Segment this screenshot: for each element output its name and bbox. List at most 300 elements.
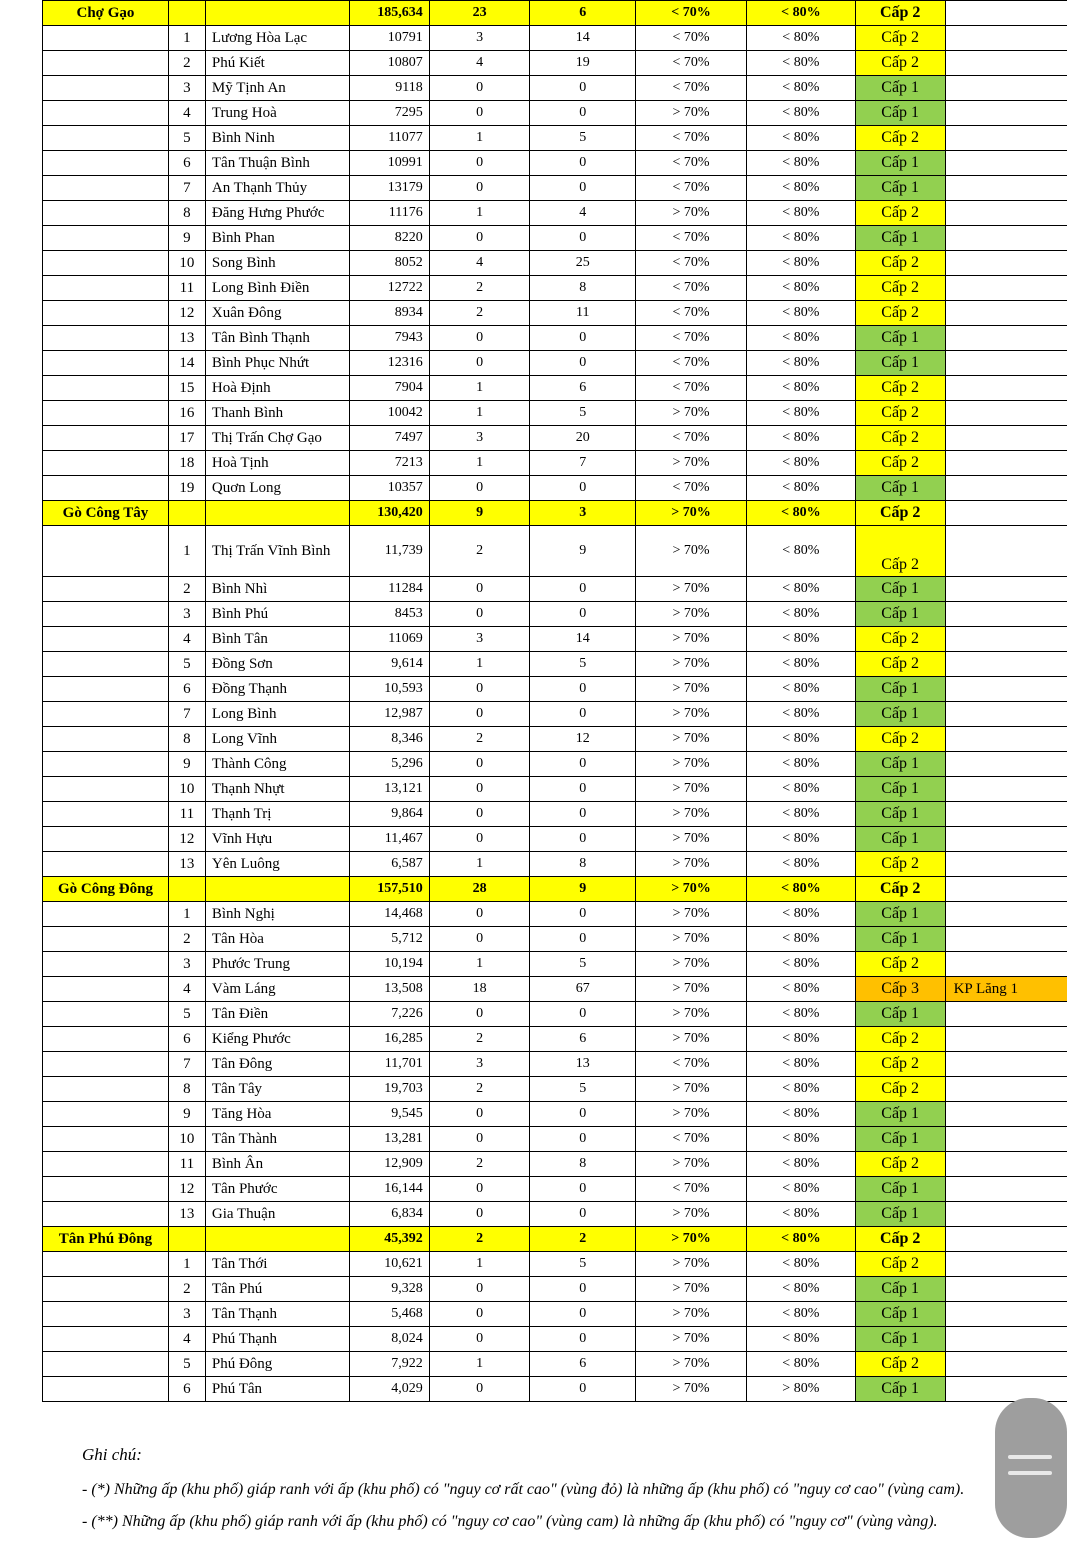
col-d: < 80%: [746, 201, 855, 226]
col-c: < 70%: [636, 1127, 747, 1152]
population: 10357: [349, 476, 429, 501]
empty-cell: [43, 476, 169, 501]
col-a: 0: [429, 176, 530, 201]
col-d: < 80%: [746, 426, 855, 451]
commune-name: Gia Thuận: [205, 1202, 349, 1227]
col-d: < 80%: [746, 602, 855, 627]
col-a: 0: [429, 476, 530, 501]
col-d: < 80%: [746, 1202, 855, 1227]
table-row: [43, 1377, 1067, 1402]
table-row: [43, 1127, 1067, 1152]
commune-name: Long Bình Điền: [205, 276, 349, 301]
empty-cell: [43, 1077, 169, 1102]
col-d: < 80%: [746, 952, 855, 977]
district-population: 185,634: [349, 1, 429, 26]
commune-name: Bình Phan: [205, 226, 349, 251]
population: 11,701: [349, 1052, 429, 1077]
district-level: Cấp 2: [855, 501, 945, 526]
col-d: < 80%: [746, 627, 855, 652]
col-a: 0: [429, 802, 530, 827]
table-row: [43, 1177, 1067, 1202]
empty-cell: [43, 26, 169, 51]
col-d: < 80%: [746, 176, 855, 201]
empty-cell: [43, 602, 169, 627]
population: 9118: [349, 76, 429, 101]
row-index: 14: [168, 351, 205, 376]
population: 5,468: [349, 1302, 429, 1327]
population: 7943: [349, 326, 429, 351]
col-b: 0: [530, 602, 636, 627]
col-c: > 70%: [636, 101, 747, 126]
note-cell: [945, 201, 1067, 226]
col-d: < 80%: [746, 827, 855, 852]
table-row: [43, 1302, 1067, 1327]
note-cell: [945, 226, 1067, 251]
level-badge: Cấp 1: [855, 902, 945, 927]
row-index: 4: [168, 627, 205, 652]
empty-cell: [168, 1, 205, 26]
commune-name: Tăng Hòa: [205, 1102, 349, 1127]
population: 10,593: [349, 677, 429, 702]
row-index: 6: [168, 151, 205, 176]
district-col-d: < 80%: [746, 877, 855, 902]
table-row: [43, 276, 1067, 301]
district-col-b: 6: [530, 1, 636, 26]
commune-name: Vĩnh Hựu: [205, 827, 349, 852]
row-index: 3: [168, 952, 205, 977]
table-row: [43, 51, 1067, 76]
commune-name: Bình Ninh: [205, 126, 349, 151]
col-b: 0: [530, 677, 636, 702]
population: 14,468: [349, 902, 429, 927]
commune-name: Bình Phú: [205, 602, 349, 627]
population: 10807: [349, 51, 429, 76]
note-cell: KP Lăng 1: [945, 977, 1067, 1002]
district-row: [43, 877, 1067, 902]
commune-name: Đồng Sơn: [205, 652, 349, 677]
note-cell: [945, 627, 1067, 652]
population: 11284: [349, 577, 429, 602]
district-row: [43, 1227, 1067, 1252]
note-cell: [945, 1352, 1067, 1377]
row-index: 10: [168, 777, 205, 802]
col-d: < 80%: [746, 852, 855, 877]
note-cell: [945, 1202, 1067, 1227]
row-index: 2: [168, 577, 205, 602]
population: 12722: [349, 276, 429, 301]
note-cell: [945, 577, 1067, 602]
col-a: 0: [429, 752, 530, 777]
row-index: 5: [168, 1002, 205, 1027]
note-cell: [945, 677, 1067, 702]
table-row: [43, 752, 1067, 777]
district-col-a: 28: [429, 877, 530, 902]
col-c: > 70%: [636, 627, 747, 652]
note-cell: [945, 852, 1067, 877]
table-row: [43, 627, 1067, 652]
note-cell: [945, 76, 1067, 101]
note-cell: [945, 1002, 1067, 1027]
note-cell: [945, 451, 1067, 476]
row-index: 4: [168, 977, 205, 1002]
empty-cell: [43, 1127, 169, 1152]
population: 11077: [349, 126, 429, 151]
row-index: 1: [168, 1252, 205, 1277]
notes-title: Ghi chú:: [82, 1445, 142, 1464]
empty-cell: [205, 501, 349, 526]
col-d: < 80%: [746, 526, 855, 577]
col-c: > 70%: [636, 752, 747, 777]
table-row: [43, 151, 1067, 176]
district-row: [43, 1, 1067, 26]
col-c: > 70%: [636, 1202, 747, 1227]
population: 16,144: [349, 1177, 429, 1202]
col-d: < 80%: [746, 1077, 855, 1102]
level-badge: Cấp 1: [855, 1102, 945, 1127]
col-d: < 80%: [746, 276, 855, 301]
col-b: 0: [530, 827, 636, 852]
col-b: 20: [530, 426, 636, 451]
level-badge: Cấp 1: [855, 1277, 945, 1302]
col-a: 1: [429, 376, 530, 401]
col-a: 0: [429, 1277, 530, 1302]
col-a: 1: [429, 952, 530, 977]
level-badge: Cấp 1: [855, 677, 945, 702]
district-col-c: > 70%: [636, 877, 747, 902]
col-c: < 70%: [636, 126, 747, 151]
col-c: > 70%: [636, 1252, 747, 1277]
empty-cell: [43, 351, 169, 376]
note-cell: [945, 952, 1067, 977]
note-cell: [945, 1052, 1067, 1077]
col-c: > 70%: [636, 401, 747, 426]
note-cell: [945, 877, 1067, 902]
note-cell: [945, 176, 1067, 201]
table-row: [43, 1202, 1067, 1227]
commune-name: Đồng Thạnh: [205, 677, 349, 702]
col-b: 14: [530, 26, 636, 51]
col-b: 0: [530, 1327, 636, 1352]
commune-name: Thạnh Nhựt: [205, 777, 349, 802]
col-a: 0: [429, 326, 530, 351]
commune-name: Bình Nhì: [205, 577, 349, 602]
level-badge: Cấp 1: [855, 101, 945, 126]
col-b: 6: [530, 1352, 636, 1377]
population: 12,987: [349, 702, 429, 727]
col-a: 2: [429, 727, 530, 752]
col-d: < 80%: [746, 376, 855, 401]
commune-name: Tân Thành: [205, 1127, 349, 1152]
table-row: [43, 577, 1067, 602]
empty-cell: [43, 401, 169, 426]
table-row: [43, 1052, 1067, 1077]
row-index: 5: [168, 652, 205, 677]
note-cell: [945, 501, 1067, 526]
note-cell: [945, 602, 1067, 627]
note-cell: [945, 151, 1067, 176]
level-badge: Cấp 2: [855, 426, 945, 451]
col-a: 1: [429, 652, 530, 677]
population: 8220: [349, 226, 429, 251]
district-population: 45,392: [349, 1227, 429, 1252]
population: 9,864: [349, 802, 429, 827]
table-row: [43, 176, 1067, 201]
level-badge: Cấp 1: [855, 1302, 945, 1327]
col-b: 9: [530, 526, 636, 577]
note-cell: [945, 1177, 1067, 1202]
note-cell: [945, 376, 1067, 401]
col-b: 0: [530, 1377, 636, 1402]
col-c: > 70%: [636, 727, 747, 752]
level-badge: Cấp 2: [855, 201, 945, 226]
note-cell: [945, 1, 1067, 26]
district-col-a: 9: [429, 501, 530, 526]
col-b: 0: [530, 577, 636, 602]
empty-cell: [43, 1377, 169, 1402]
col-c: > 70%: [636, 977, 747, 1002]
table-row: [43, 326, 1067, 351]
col-c: > 70%: [636, 827, 747, 852]
commune-name: Tân Thuận Bình: [205, 151, 349, 176]
population: 5,296: [349, 752, 429, 777]
empty-cell: [43, 276, 169, 301]
col-b: 0: [530, 1202, 636, 1227]
empty-cell: [205, 1227, 349, 1252]
note-cell: [945, 251, 1067, 276]
row-index: 1: [168, 902, 205, 927]
district-name: Chợ Gạo: [43, 1, 169, 26]
col-b: 19: [530, 51, 636, 76]
note-cell: [945, 126, 1067, 151]
row-index: 12: [168, 301, 205, 326]
empty-cell: [43, 1302, 169, 1327]
note-cell: [945, 727, 1067, 752]
commune-name: Mỹ Tịnh An: [205, 76, 349, 101]
empty-cell: [43, 1202, 169, 1227]
col-b: 4: [530, 201, 636, 226]
population: 9,614: [349, 652, 429, 677]
empty-cell: [43, 76, 169, 101]
col-d: < 80%: [746, 1302, 855, 1327]
empty-cell: [43, 426, 169, 451]
commune-name: An Thạnh Thủy: [205, 176, 349, 201]
commune-name: Vàm Láng: [205, 977, 349, 1002]
level-badge: Cấp 2: [855, 1077, 945, 1102]
scroll-grip-icon: [1008, 1455, 1052, 1459]
col-a: 0: [429, 1127, 530, 1152]
col-a: 0: [429, 827, 530, 852]
col-b: 0: [530, 1127, 636, 1152]
col-d: < 80%: [746, 1277, 855, 1302]
col-a: 0: [429, 151, 530, 176]
col-c: > 70%: [636, 1302, 747, 1327]
col-b: 0: [530, 101, 636, 126]
empty-cell: [168, 1227, 205, 1252]
commune-name: Tân Tây: [205, 1077, 349, 1102]
col-d: < 80%: [746, 126, 855, 151]
col-d: < 80%: [746, 1002, 855, 1027]
level-badge: Cấp 2: [855, 1052, 945, 1077]
commune-name: Thị Trấn Chợ Gạo: [205, 426, 349, 451]
table-row: [43, 777, 1067, 802]
col-c: < 70%: [636, 351, 747, 376]
col-a: 3: [429, 26, 530, 51]
note-line-1: - (*) Những ấp (khu phố) giáp ranh với ấp (khu phố) có "nguy cơ rất cao" (vùng đỏ) là những ấp (khu phố) có "nguy cơ cao" (vùng cam).: [82, 1481, 965, 1498]
note-cell: [945, 702, 1067, 727]
col-c: > 70%: [636, 526, 747, 577]
population: 11,739: [349, 526, 429, 577]
col-a: 2: [429, 1027, 530, 1052]
col-d: < 80%: [746, 451, 855, 476]
col-c: < 70%: [636, 151, 747, 176]
district-level: Cấp 2: [855, 877, 945, 902]
col-d: < 80%: [746, 226, 855, 251]
col-b: 5: [530, 126, 636, 151]
level-badge: Cấp 1: [855, 1177, 945, 1202]
empty-cell: [43, 1052, 169, 1077]
district-population: 130,420: [349, 501, 429, 526]
note-cell: [945, 927, 1067, 952]
col-c: < 70%: [636, 26, 747, 51]
col-c: < 70%: [636, 176, 747, 201]
col-d: < 80%: [746, 101, 855, 126]
empty-cell: [43, 1252, 169, 1277]
col-a: 2: [429, 301, 530, 326]
col-a: 0: [429, 1377, 530, 1402]
col-b: 6: [530, 376, 636, 401]
empty-cell: [43, 1002, 169, 1027]
empty-cell: [43, 326, 169, 351]
col-a: 2: [429, 1152, 530, 1177]
col-d: < 80%: [746, 677, 855, 702]
col-b: 0: [530, 927, 636, 952]
population: 8052: [349, 251, 429, 276]
row-index: 18: [168, 451, 205, 476]
note-cell: [945, 652, 1067, 677]
col-d: < 80%: [746, 1102, 855, 1127]
empty-cell: [43, 777, 169, 802]
col-d: < 80%: [746, 727, 855, 752]
level-badge: Cấp 2: [855, 126, 945, 151]
col-a: 0: [429, 1177, 530, 1202]
commune-name: Thị Trấn Vĩnh Bình: [205, 526, 349, 577]
commune-name: Quơn Long: [205, 476, 349, 501]
col-a: 3: [429, 426, 530, 451]
col-b: 0: [530, 76, 636, 101]
level-badge: Cấp 1: [855, 1327, 945, 1352]
col-c: < 70%: [636, 426, 747, 451]
level-badge: Cấp 1: [855, 802, 945, 827]
commune-name: Phú Tân: [205, 1377, 349, 1402]
commune-name: Phú Thạnh: [205, 1327, 349, 1352]
district-col-b: 2: [530, 1227, 636, 1252]
commune-name: Xuân Đông: [205, 301, 349, 326]
note-cell: [945, 51, 1067, 76]
col-d: < 80%: [746, 26, 855, 51]
level-badge: Cấp 1: [855, 1002, 945, 1027]
row-index: 15: [168, 376, 205, 401]
commune-name: Tân Đông: [205, 1052, 349, 1077]
row-index: 11: [168, 802, 205, 827]
table-row: [43, 76, 1067, 101]
row-index: 4: [168, 101, 205, 126]
col-b: 5: [530, 1252, 636, 1277]
col-b: 7: [530, 451, 636, 476]
row-index: 11: [168, 1152, 205, 1177]
row-index: 11: [168, 276, 205, 301]
row-index: 6: [168, 1377, 205, 1402]
col-b: 5: [530, 1077, 636, 1102]
table-row: [43, 301, 1067, 326]
population: 11,467: [349, 827, 429, 852]
table-row: [43, 802, 1067, 827]
empty-cell: [43, 526, 169, 577]
col-d: < 80%: [746, 652, 855, 677]
empty-cell: [43, 1102, 169, 1127]
level-badge: Cấp 2: [855, 627, 945, 652]
level-badge: Cấp 1: [855, 176, 945, 201]
population: 13,121: [349, 777, 429, 802]
col-d: < 80%: [746, 151, 855, 176]
table-row: [43, 902, 1067, 927]
population: 9,328: [349, 1277, 429, 1302]
level-badge: Cấp 2: [855, 26, 945, 51]
note-cell: [945, 752, 1067, 777]
commune-name: Bình Nghị: [205, 902, 349, 927]
commune-name: Thành Công: [205, 752, 349, 777]
row-index: 12: [168, 1177, 205, 1202]
population: 7,922: [349, 1352, 429, 1377]
col-c: < 70%: [636, 301, 747, 326]
col-b: 0: [530, 702, 636, 727]
col-c: > 70%: [636, 1077, 747, 1102]
commune-name: Hoà Định: [205, 376, 349, 401]
empty-cell: [43, 101, 169, 126]
level-badge: Cấp 2: [855, 301, 945, 326]
population: 16,285: [349, 1027, 429, 1052]
note-cell: [945, 326, 1067, 351]
col-c: > 70%: [636, 201, 747, 226]
empty-cell: [43, 51, 169, 76]
district-col-d: < 80%: [746, 1, 855, 26]
district-col-b: 9: [530, 877, 636, 902]
district-col-c: > 70%: [636, 501, 747, 526]
col-b: 0: [530, 1302, 636, 1327]
col-d: < 80%: [746, 51, 855, 76]
col-a: 0: [429, 76, 530, 101]
table-row: [43, 602, 1067, 627]
col-a: 0: [429, 101, 530, 126]
col-c: > 70%: [636, 777, 747, 802]
district-level: Cấp 2: [855, 1, 945, 26]
col-c: > 70%: [636, 1152, 747, 1177]
col-d: < 80%: [746, 301, 855, 326]
col-a: 0: [429, 677, 530, 702]
row-index: 9: [168, 226, 205, 251]
commune-name: Bình Tân: [205, 627, 349, 652]
col-d: < 80%: [746, 476, 855, 501]
row-index: 8: [168, 201, 205, 226]
col-c: > 70%: [636, 852, 747, 877]
empty-cell: [168, 501, 205, 526]
district-col-a: 2: [429, 1227, 530, 1252]
col-b: 0: [530, 351, 636, 376]
scroll-handle[interactable]: [995, 1398, 1067, 1538]
col-c: < 70%: [636, 1052, 747, 1077]
col-c: > 70%: [636, 902, 747, 927]
commune-name: Thạnh Trị: [205, 802, 349, 827]
note-cell: [945, 1077, 1067, 1102]
